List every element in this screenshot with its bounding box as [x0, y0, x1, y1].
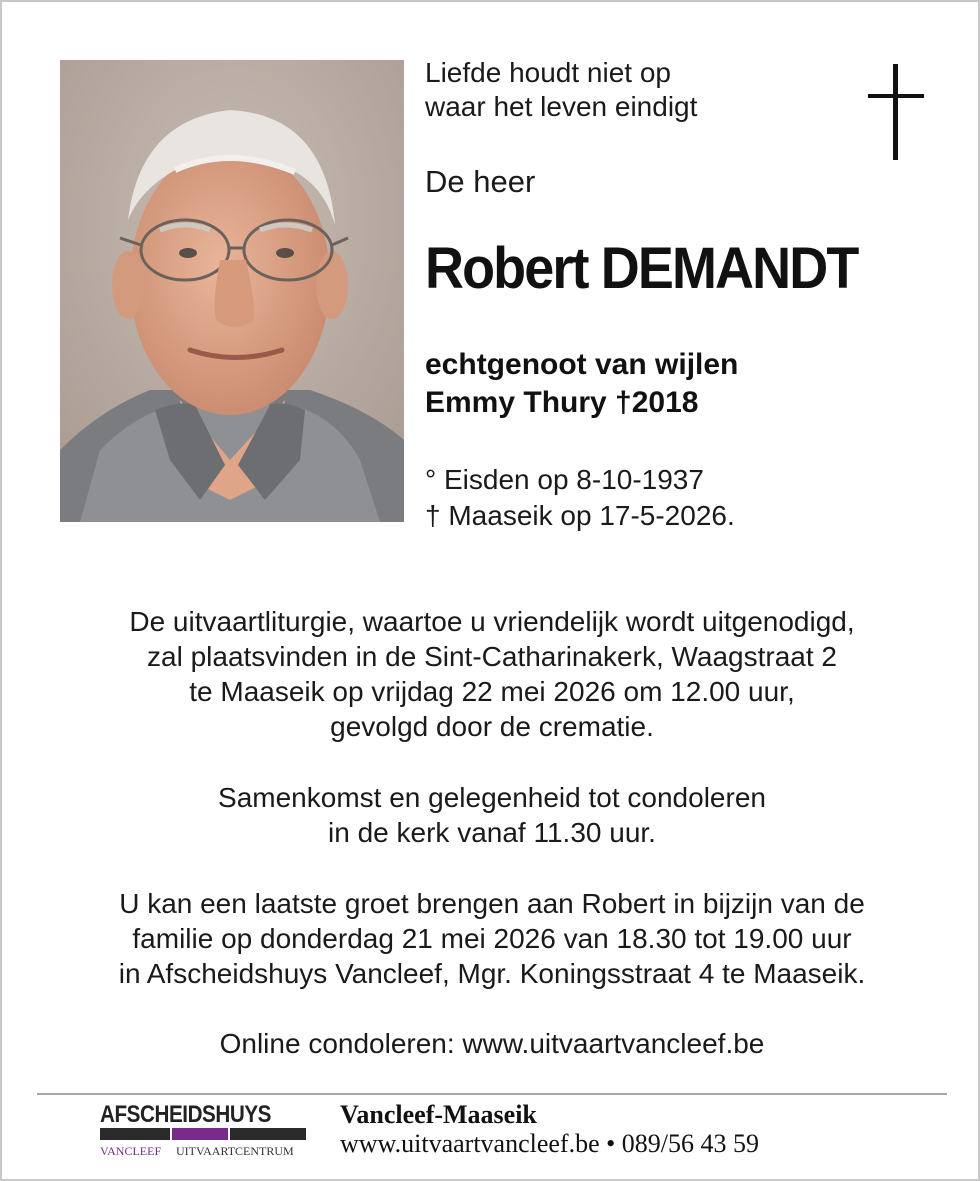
text-line: Samenkomst en gelegenheid tot condoleren [218, 782, 766, 813]
text-line: te Maaseik op vrijdag 22 mei 2026 om 12.00 uur, [189, 676, 795, 707]
deceased-name: Robert DEMANDT [425, 236, 858, 301]
online-condolence: Online condoleren: www.uitvaartvancleef.be [219, 1028, 765, 1059]
text-line: U kan een laatste groet brengen aan Robert in bijzijn van de [119, 888, 865, 919]
honorific: De heer [425, 164, 536, 199]
logo-bar [230, 1128, 306, 1140]
logo-wordmark: AFSCHEIDSHUYS [100, 1101, 272, 1128]
life-dates [425, 462, 735, 534]
funeral-home-contact: www.uitvaartvancleef.be • 089/56 43 59 [340, 1129, 759, 1158]
latin-cross-icon [868, 64, 924, 160]
text-line: gevolgd door de crematie. [330, 711, 654, 742]
logo-bar [172, 1128, 228, 1140]
birth-date: ° Eisden op 8-10-1937 [425, 464, 704, 495]
motto-line: Liefde houdt niet op [425, 57, 671, 88]
footer-divider [37, 1093, 947, 1095]
text-line: De uitvaartliturgie, waartoe u vriendelijk wordt uitgenodigd, [129, 606, 855, 637]
logo-sub-vancleef: VANCLEEF [100, 1144, 162, 1158]
afscheidshuys-logo [100, 1102, 308, 1162]
spouse-info [425, 346, 738, 422]
text-line: zal plaatsvinden in de Sint-Catharinakerk, Waagstraat 2 [147, 641, 837, 672]
logo-sub-uitvaartcentrum: UITVAARTCENTRUM [176, 1144, 294, 1158]
text-line: in Afscheidshuys Vancleef, Mgr. Koningsstraat 4 te Maaseik. [118, 958, 866, 989]
liturgy-paragraph [42, 604, 942, 744]
text-line: in de kerk vanaf 11.30 uur. [328, 817, 656, 848]
text-line: familie op donderdag 21 mei 2026 van 18.30 tot 19.00 uur [132, 923, 852, 954]
death-date: † Maaseik op 17-5-2026. [425, 500, 735, 531]
spouse-line: echtgenoot van wijlen [425, 348, 739, 381]
gathering-paragraph [42, 780, 942, 850]
motto-text [425, 56, 697, 124]
logo-bar [100, 1128, 170, 1140]
farewell-paragraph [42, 886, 942, 991]
funeral-home-name: Vancleef-Maaseik [340, 1100, 537, 1129]
portrait-photo [60, 60, 404, 522]
spouse-line: Emmy Thury †2018 [425, 386, 699, 419]
motto-line: waar het leven eindigt [425, 91, 698, 122]
